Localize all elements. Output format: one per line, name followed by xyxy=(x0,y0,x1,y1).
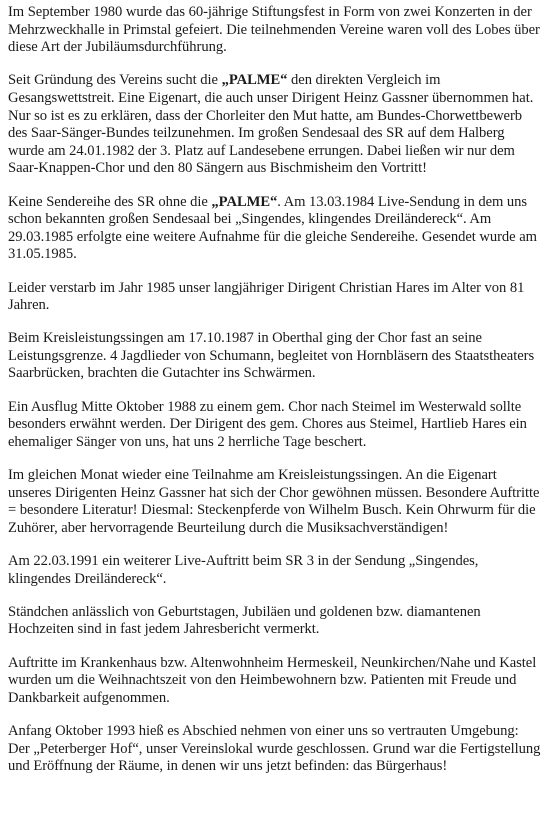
paragraph-gesangswettstreit xyxy=(8,72,542,178)
paragraph-ausflug-steimel xyxy=(8,399,542,452)
paragraph-auftritte-krankenhaus xyxy=(8,655,542,708)
paragraph-text: Im gleichen Monat wieder eine Teilnahme am Kreisleistungssingen. An die Eigenart unseres Dirigenten Heinz Gassner hat sich der Chor gewöhnen müssen. Besondere Auftritte = besondere Literatur! Diesmal: Steckenpferde von Wilhelm Busch. Kein Ohrwurm für die Zuhörer, aber hervorragende Beurteilung durch die Musiksachverständigen! xyxy=(8,467,540,536)
paragraph-stiftungsfest-1980 xyxy=(8,4,542,57)
paragraph-text: Anfang Oktober 1993 hieß es Abschied nehmen von einer uns so vertrauten Umgebung: Der „Peterberger Hof“, unser Vereinslokal wurde geschlossen. Grund war die Fertigstellung und Eröffnung der Räume, in denen wir uns jetzt befinden: das Bürgerhaus! xyxy=(8,722,541,775)
paragraph-text: Leider verstarb im Jahr 1985 unser langjähriger Dirigent Christian Hares im Alter von 81 Jahren. xyxy=(8,279,525,314)
paragraph-text: Im September 1980 wurde das 60-jährige Stiftungsfest in Form von zwei Konzerten in der Mehrzweckhalle in Primstal gefeiert. Die teilnehmenden Vereine waren voll des Lobes über diese Art der Jubiläumsdurchführung. xyxy=(8,4,540,56)
paragraph-text: Beim Kreisleistungssingen am 17.10.1987 in Oberthal ging der Chor fast an seine Leistungsgrenze. 4 Jagdlieder von Schumann, begleitet von Hornbläsern des Staatstheaters Saarbrücken, brachten die Gutachter ins Schwärmen. xyxy=(8,330,535,382)
paragraph-abschied-peterberger-hof xyxy=(8,723,542,776)
paragraph-dirigent-hares xyxy=(8,280,542,315)
paragraph-staendchen xyxy=(8,604,542,639)
paragraph-text: Ständchen anlässlich von Geburtstagen, Jubiläen und goldenen bzw. diamantenen Hochzeiten sind in fast jedem Jahresbericht vermerkt. xyxy=(8,603,481,638)
paragraph-text: Keine Sendereihe des SR ohne die xyxy=(8,193,212,210)
paragraph-live-auftritt-1991 xyxy=(8,553,542,588)
paragraph-kreisleistungssingen-1987 xyxy=(8,330,542,383)
paragraph-text: den direkten Vergleich im Gesangswettstreit. Eine Eigenart, die auch unser Dirigent Heinz Gassner übernommen hat. Nur so ist es zu erklären, dass der Chorleiter den Mut hatte, am Bundes-Chorwettbewerb des Saar-Sänger-Bundes teilzunehmen. Im großen Sendesaal des SR auf dem Halberg wurde am 24.01.1982 der 3. Platz auf Landesebene errungen. Dabei ließen wir nur dem Saar-Knappen-Chor und den 80 Sängern aus Bischmisheim den Vortritt! xyxy=(8,72,534,177)
paragraph-text: Am 22.03.1991 ein weiterer Live-Auftritt beim SR 3 in der Sendung „Singendes, klingendes Dreiländereck“. xyxy=(8,553,479,587)
choir-name-palme: „PALME“ xyxy=(221,72,288,89)
paragraph-text: Ein Ausflug Mitte Oktober 1988 zu einem gem. Chor nach Steimel im Westerwald sollte besonders erwähnt werden. Der Dirigent des gem. Chores aus Steimel, Hartlieb Hares ein ehemaliger Sänger von uns, hat uns 2 herrliche Tage beschert. xyxy=(8,398,527,450)
paragraph-text: Auftritte im Krankenhaus bzw. Altenwohnheim Hermeskeil, Neunkirchen/Nahe und Kastel wurden um die Weihnachtszeit von den Heimbewohnern bzw. Patienten mit Freude und Dankbarkeit aufgenommen. xyxy=(8,654,537,706)
paragraph-text: . Am 13.03.1984 Live-Sendung in dem uns schon bekannten großen Sendesaal bei „Singendes, klingendes Dreiländereck“. Am 29.03.1985 erfolgte eine weitere Aufnahme für die gleiche Sendereihe. Gesendet wurde am 31.05.1985. xyxy=(8,193,537,263)
paragraph-text: Seit Gründung des Vereins sucht die xyxy=(8,72,222,89)
paragraph-sendereihe-sr xyxy=(8,194,542,264)
choir-name-palme: „PALME“ xyxy=(211,193,278,210)
document-body xyxy=(8,4,542,776)
paragraph-kreisleistungssingen-busch xyxy=(8,467,542,537)
